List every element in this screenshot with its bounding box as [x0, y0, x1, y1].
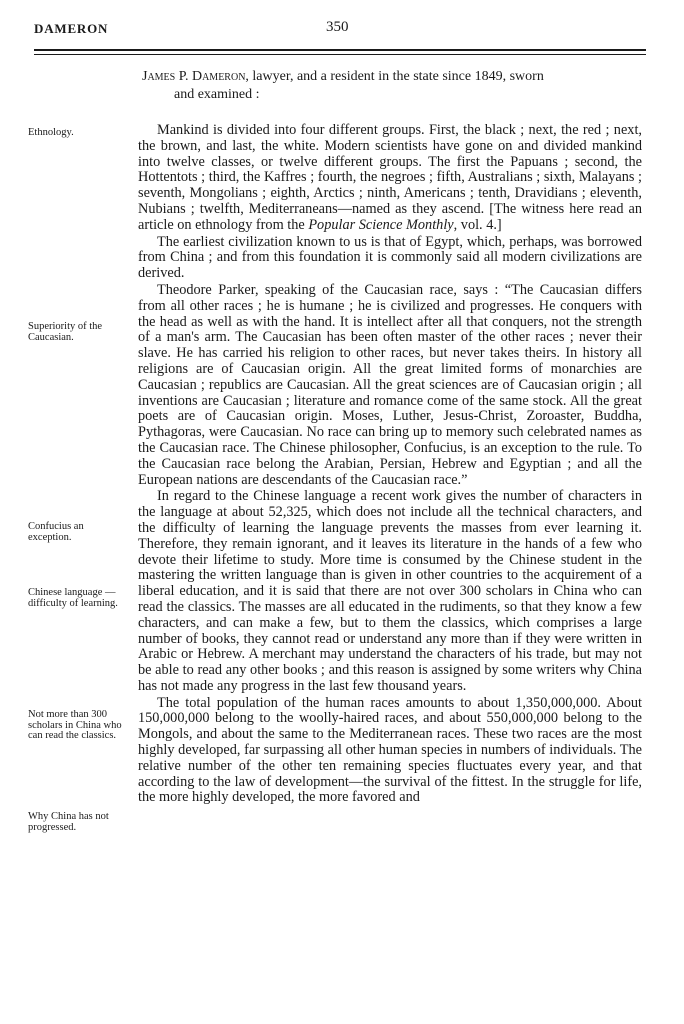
paragraph-parker-quote: Theodore Parker, speaking of the Caucasian race, says : “The Caucasian differs from all other races ; he is humane ; he is civilized and progresses. He conquers with the head as well as with the hand. It is intellect after all that conquers, not the strength of a man's arm. The Caucasian has been often master of the other races ; never their slave. He has carried his religion to other races, but never takes theirs. In history all religions are of Caucasian origin. All the great limited forms of monarchies are Caucasian ; republics are Caucasian. All the great sciences are of Caucasian origin ; all inventions are Caucasian ; literature and romance come of the same stock. All the great poets are of Caucasian origin. Moses, Luther, Jesus-Christ, Zoroaster, Buddha, Pythagoras, were Caucasian. No race can bring up to memory such celebrated names as the Caucasian race. The Chinese philosopher, Confucius, is an exception to the rule. To the Caucasian race belong the Arabian, Persian, Hebrew and Egyptian ; and all the European nations are descendants of the Caucasian race.” [138, 281, 642, 488]
paragraph-ethnology-tail: , vol. 4.] [453, 216, 502, 233]
witness-sworn: and examined : [174, 87, 260, 102]
paragraph-ethnology [138, 123, 642, 234]
header-rule-bottom [34, 54, 646, 55]
margin-note-scholars: Not more than 300 scholars in China who can read the classics. [28, 709, 122, 741]
witness-intro [142, 68, 642, 104]
page-number: 350 [326, 19, 349, 35]
paragraph-population: The total population of the human races amounts to about 1,350,000,000. About 150,000,000 belong to the woolly-haired races, and about 550,000,000 belong to the Mongols, and about the same to the Mediterranean races. These two races are the most highly developed, far surpassing all other human species in numbers of individuals. The relative number of the other ten remaining species fluctuates every year, and that according to the law of development—the survival of the fittest. In the struggle for life, the more highly developed, the more favored and [138, 694, 642, 806]
paragraph-chinese-language: In regard to the Chinese language a recent work gives the number of characters in the language at about 52,325, which does not include all the technical characters, and the difficulty of learning the language prevents the masses from ever learning it. Therefore, they remain ignorant, and it leaves its literature in the hands of a few who devote their lifetime to study. More time is consumed by the Chinese student in the mastering the written language than is given in other countries to the acquirement of a liberal education, and it is said that there are not over 300 scholars in China who can read the classics. The masses are all educated in the rudiments, so that they know a few characters, and can make a few, but to them the classics, which comprises a large number of books, they cannot read or understand any more than if they were written in Arabic or Hebrew. A merchant may understand the characters of his trade, but may not be able to read any other books ; and this reason is assigned by some writers why China has not made any progress in the last few thousand years. [138, 488, 642, 694]
margin-note-ethnology: Ethnology. [28, 127, 74, 138]
margin-note-confucius: Confucius an exception. [28, 521, 84, 543]
body-text [138, 120, 642, 807]
witness-name: James P. Dameron [142, 69, 246, 84]
header-rule-top [34, 49, 646, 51]
paragraph-egypt: The earliest civilization known to us is that of Egypt, which, perhaps, was borrowed from China ; and from this foundation it is commonly said all modern civilizations are derived. [138, 233, 642, 282]
paragraph-ethnology-text: Mankind is divided into four different groups. First, the black ; next, the red ; next, the brown, and last, the white. Modern scientists have gone on and divided mankind into twelve classes, or twelve different groups. The first the Papuans ; second, the Hottentots ; third, the Kaffres ; fourth, the negroes ; fifth, Australians ; sixth, Malayans ; seventh, Mongolians ; eighth, Arctics ; ninth, Americans ; tenth, Dravidians ; eleventh, Nubians ; twelfth, Mediterraneans—named as they ascend. [The witness here read an article on ethnology from the [138, 122, 642, 233]
margin-note-why-china: Why China has not progressed. [28, 811, 109, 833]
witness-description: , lawyer, and a resident in the state since 1849, sworn [245, 69, 544, 84]
margin-note-superiority: Superiority of the Caucasian. [28, 321, 103, 343]
running-title: DAMERON [34, 21, 109, 36]
citation-popular-science-monthly: Popular Science Monthly [308, 216, 454, 233]
margin-note-chinese-language: Chinese language —difficulty of learning. [28, 587, 118, 609]
